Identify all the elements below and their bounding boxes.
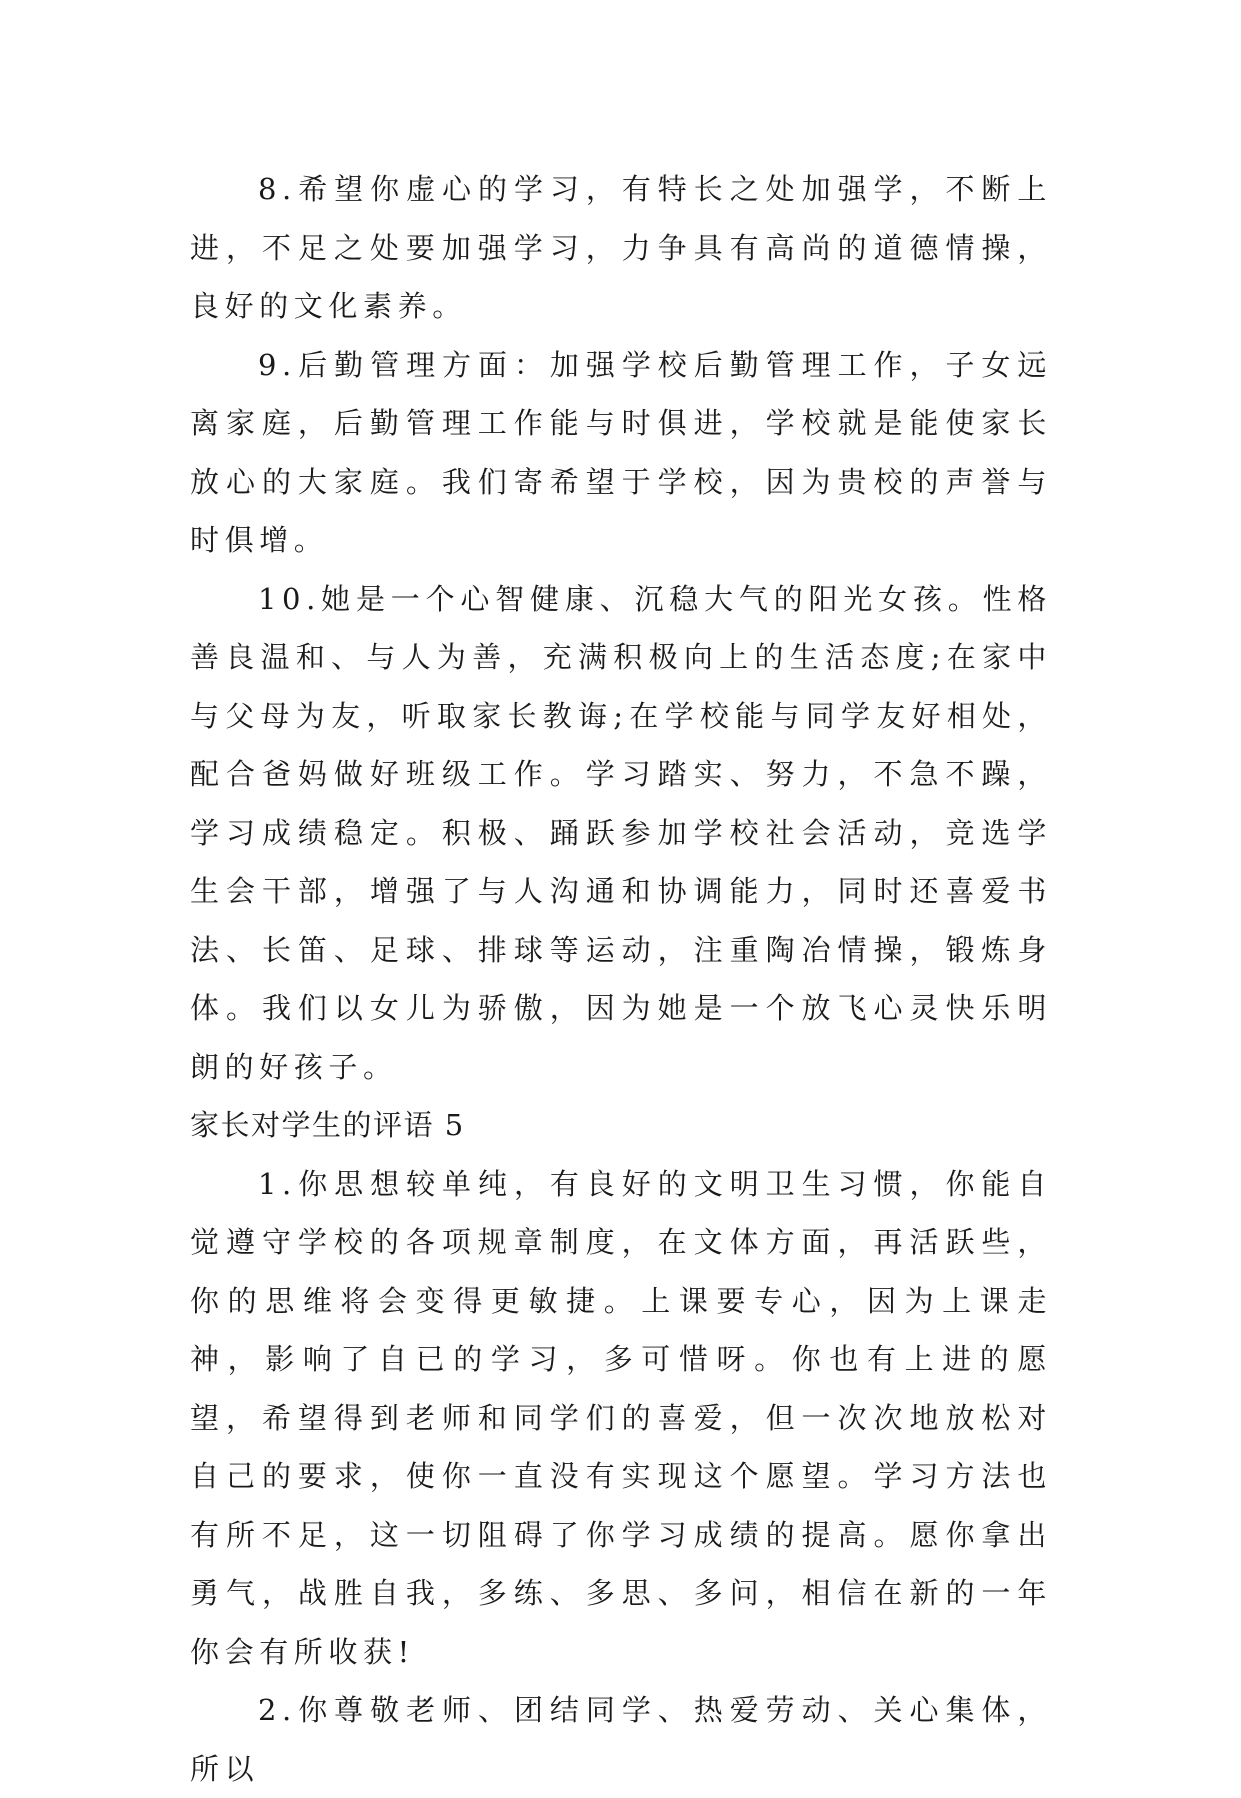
paragraph-item-1: 1.你思想较单纯，有良好的文明卫生习惯，你能自觉遵守学校的各项规章制度，在文体方面，再活跃些，你的思维将会变得更敏捷。上课要专心，因为上课走神，影响了自已的学习，多可惜呀。你也有上进的愿望，希望得到老师和同学们的喜爱，但一次次地放松对自己的要求，使你一直没有实现这个愿望。学习方法也有所不足，这一切阻碍了你学习成绩的提高。愿你拿出勇气，战胜自我，多练、多思、多问，相信在新的一年你会有所收获! bbox=[190, 1166, 1052, 1669]
paragraph-item-8: 8.希望你虚心的学习，有特长之处加强学，不断上进，不足之处要加强学习，力争具有高尚的道德情操，良好的文化素养。 bbox=[190, 172, 1052, 323]
document-body bbox=[190, 160, 1052, 1798]
paragraph-item-9: 9.后勤管理方面：加强学校后勤管理工作，子女远离家庭，后勤管理工作能与时俱进，学校就是能使家长放心的大家庭。我们寄希望于学校，因为贵校的声誉与时俱增。 bbox=[190, 347, 1052, 557]
section-heading: 家长对学生的评语 5 bbox=[190, 1108, 465, 1142]
paragraph-item-2: 2.你尊敬老师、团结同学、热爱劳动、关心集体，所以 bbox=[190, 1693, 1052, 1786]
paragraph-item-10: 10.她是一个心智健康、沉稳大气的阳光女孩。性格善良温和、与人为善，充满积极向上的生活态度;在家中与父母为友，听取家长教诲;在学校能与同学友好相处，配合爸妈做好班级工作。学习踏实、努力，不急不躁，学习成绩稳定。积极、踊跃参加学校社会活动，竞选学生会干部，增强了与人沟通和协调能力，同时还喜爱书法、长笛、足球、排球等运动，注重陶冶情操，锻炼身体。我们以女儿为骄傲，因为她是一个放飞心灵快乐明朗的好孩子。 bbox=[190, 581, 1052, 1084]
